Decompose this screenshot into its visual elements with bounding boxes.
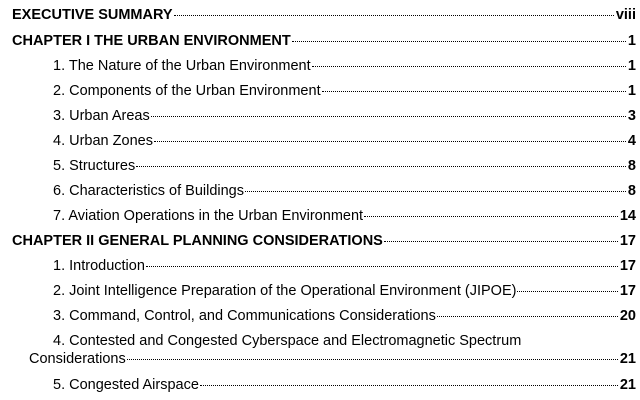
toc-entry-page: 1 [627, 83, 636, 99]
toc-entry-chapter-1[interactable] [12, 32, 636, 50]
toc-entry-page: 1 [627, 58, 636, 74]
toc-entry-page: viii [615, 7, 636, 23]
leader-dots [146, 266, 618, 267]
leader-dots [200, 385, 618, 386]
toc-entry-page: 4 [627, 133, 636, 149]
toc-entry-2-5[interactable] [53, 376, 636, 394]
toc-entry-2-4[interactable] [12, 332, 636, 368]
leader-dots [364, 216, 618, 217]
toc-entry-page: 21 [619, 377, 636, 393]
toc-entry-1-4[interactable] [53, 132, 636, 150]
toc-entry-2-2[interactable] [53, 282, 636, 300]
toc-entry-page: 1 [627, 33, 636, 49]
toc-entry-label: 1. The Nature of the Urban Environment [53, 58, 311, 74]
leader-dots [154, 141, 626, 142]
toc-entry-label: 3. Command, Control, and Communications Considerations [53, 308, 436, 324]
toc-entry-label-line1: 4. Contested and Congested Cyberspace and Electromagnetic Spectrum [53, 333, 522, 349]
toc-entry-page: 17 [619, 283, 636, 299]
toc-entry-label: CHAPTER I THE URBAN ENVIRONMENT [12, 33, 291, 49]
toc-entry-2-1[interactable] [53, 257, 636, 275]
toc-entry-line2 [12, 350, 636, 368]
toc-entry-label: 5. Congested Airspace [53, 377, 199, 393]
leader-dots [322, 91, 626, 92]
toc-entry-page: 21 [619, 351, 636, 367]
toc-entry-1-1[interactable] [53, 57, 636, 75]
leader-dots [517, 291, 617, 292]
toc-entry-label: 4. Urban Zones [53, 133, 153, 149]
toc-entry-label: EXECUTIVE SUMMARY [12, 7, 173, 23]
toc-entry-1-6[interactable] [53, 182, 636, 200]
toc-entry-page: 20 [619, 308, 636, 324]
toc-entry-label: 1. Introduction [53, 258, 145, 274]
toc-entry-label: 5. Structures [53, 158, 136, 174]
toc-entry-1-3[interactable] [53, 107, 636, 125]
toc-entry-page: 14 [619, 208, 636, 224]
leader-dots [127, 359, 618, 360]
toc-entry-label: 7. Aviation Operations in the Urban Environment [53, 208, 364, 224]
toc-entry-label: 6. Characteristics of Buildings [53, 183, 244, 199]
toc-entry-chapter-2[interactable] [12, 232, 636, 250]
toc-entry-label: 2. Joint Intelligence Preparation of the Operational Environment (JIPOE) [53, 283, 517, 299]
toc-entry-1-7[interactable] [53, 207, 636, 225]
toc-entry-1-2[interactable] [53, 82, 636, 100]
toc-entry-label: CHAPTER II GENERAL PLANNING CONSIDERATIONS [12, 233, 383, 249]
toc-entry-1-5[interactable] [53, 157, 636, 175]
leader-dots [312, 66, 626, 67]
toc-entry-page: 8 [627, 183, 636, 199]
toc-entry-page: 17 [619, 233, 636, 249]
toc-entry-2-3[interactable] [53, 307, 636, 325]
leader-dots [245, 191, 626, 192]
toc-entry-page: 3 [627, 108, 636, 124]
leader-dots [384, 241, 618, 242]
toc-entry-label: 2. Components of the Urban Environment [53, 83, 321, 99]
leader-dots [136, 166, 626, 167]
leader-dots [151, 116, 626, 117]
toc-entry-label: 3. Urban Areas [53, 108, 150, 124]
leader-dots [174, 15, 614, 16]
leader-dots [437, 316, 618, 317]
leader-dots [292, 41, 626, 42]
toc-entry-label-line2: Considerations [29, 351, 126, 367]
toc-entry-executive-summary[interactable] [12, 6, 636, 24]
toc-entry-page: 17 [619, 258, 636, 274]
toc-entry-page: 8 [627, 158, 636, 174]
